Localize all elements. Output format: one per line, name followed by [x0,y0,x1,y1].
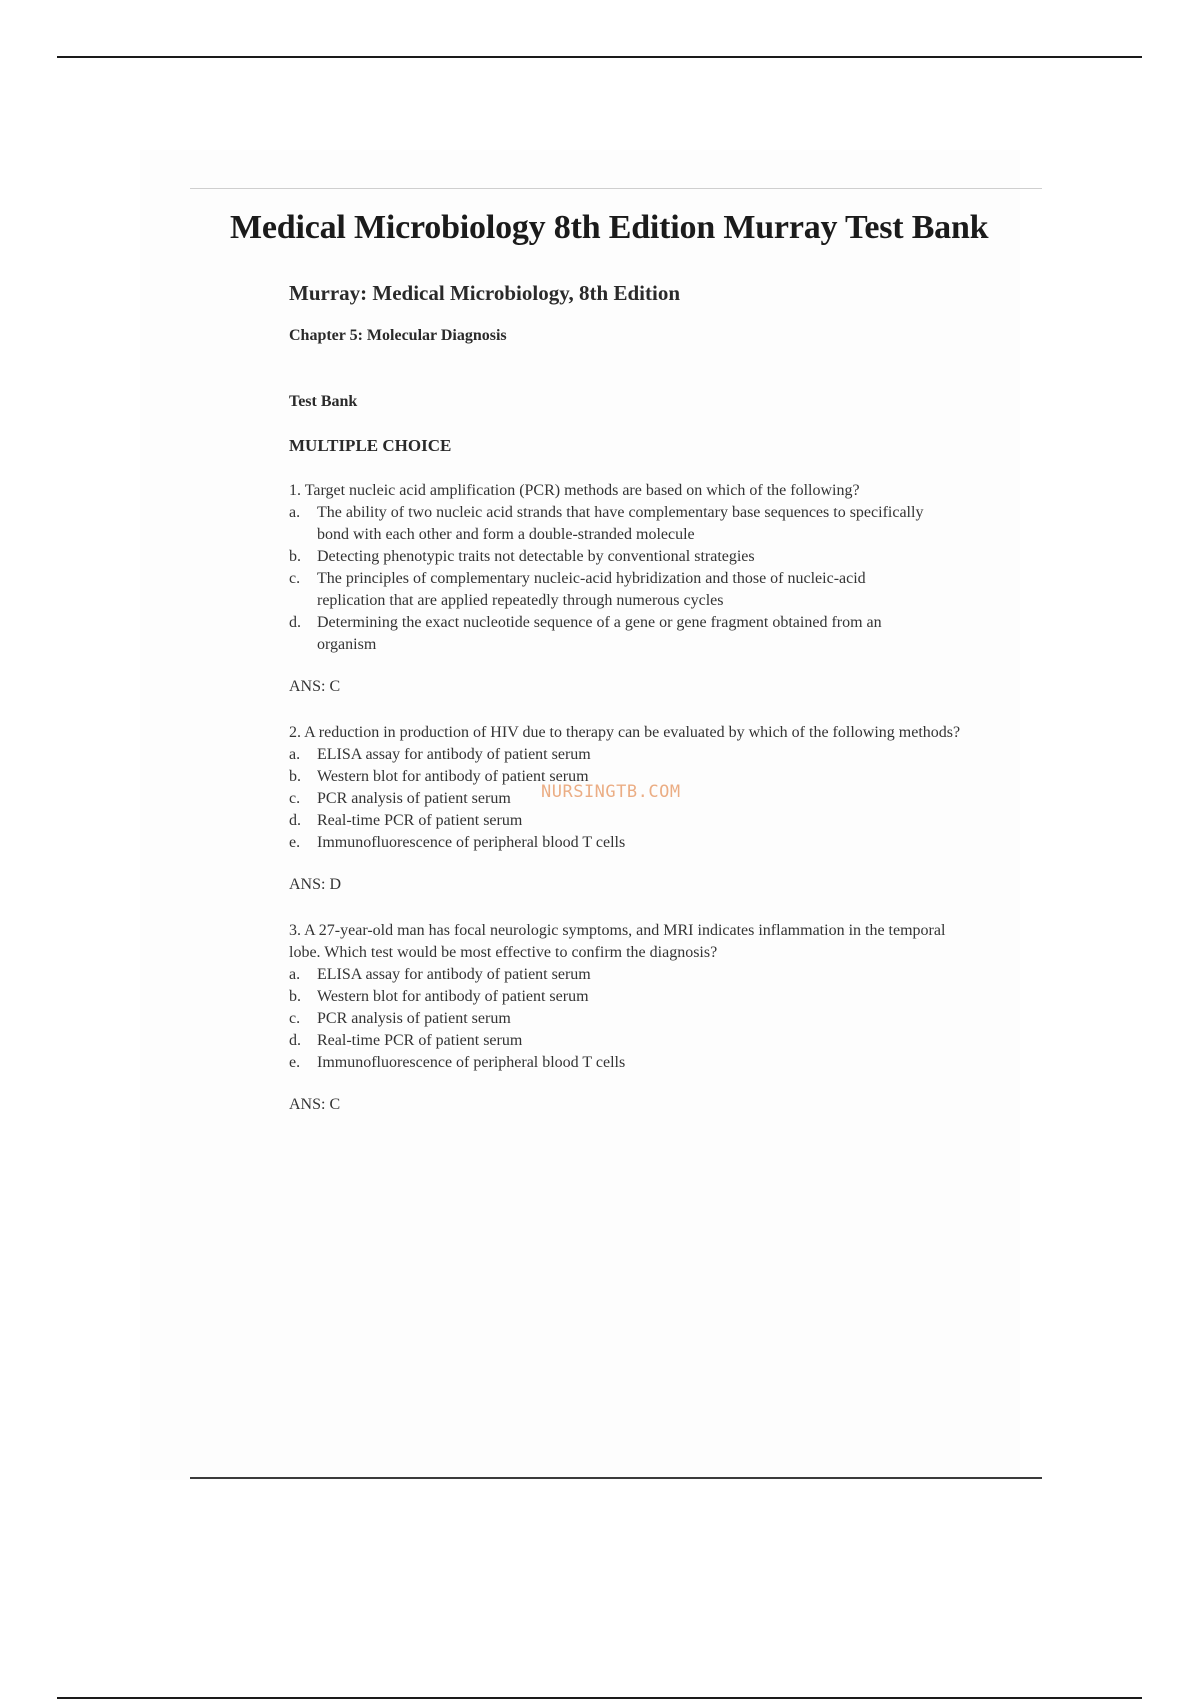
answer-key: ANS: C [289,1096,341,1113]
bottom-page-rule [57,1697,1142,1699]
answer-option [289,810,969,832]
answer-option [289,788,969,810]
option-text: PCR analysis of patient serum [317,790,511,807]
option-text: Real-time PCR of patient serum [317,812,523,829]
document-body [289,280,989,1116]
option-list [289,964,969,1074]
footer-divider [190,1477,1042,1479]
option-letter: e. [289,834,301,851]
option-letter: c. [289,570,301,587]
answer-option [289,1008,969,1030]
option-text: The principles of complementary nucleic-acid hybridization and those of nucleic-acid replication that are applied repeatedly through numerous cycles [317,570,866,609]
answer-option [289,832,969,854]
question-type-heading: MULTIPLE CHOICE [289,436,452,455]
option-text: Immunofluorescence of peripheral blood T cells [317,1054,626,1071]
question-stem: 2. A reduction in production of HIV due to therapy can be evaluated by which of the following methods? [289,724,961,741]
option-letter: c. [289,1010,301,1027]
chapter-heading: Chapter 5: Molecular Diagnosis [289,327,507,344]
answer-option [289,612,969,656]
option-letter: c. [289,790,301,807]
book-subtitle: Murray: Medical Microbiology, 8th Edition [289,281,681,305]
document-title: Medical Microbiology 8th Edition Murray Test Bank [230,209,989,246]
answer-option [289,546,969,568]
option-text: PCR analysis of patient serum [317,1010,511,1027]
question-stem: 1. Target nucleic acid amplification (PCR) methods are based on which of the following? [289,482,860,499]
answer-option [289,502,969,546]
answer-key: ANS: C [289,678,341,695]
answer-option [289,964,969,986]
option-list [289,744,969,854]
option-letter: b. [289,988,301,1005]
option-text: Real-time PCR of patient serum [317,1032,523,1049]
option-letter: a. [289,966,301,983]
option-text: ELISA assay for antibody of patient serum [317,746,591,763]
question-block [289,920,969,1116]
option-text: Western blot for antibody of patient serum [317,768,589,785]
site-watermark: NURSINGTB.COM [541,782,681,802]
option-letter: b. [289,548,301,565]
answer-option [289,1030,969,1052]
option-letter: e. [289,1054,301,1071]
option-letter: d. [289,614,301,631]
option-letter: a. [289,504,301,521]
top-page-rule [57,56,1142,58]
option-text: The ability of two nucleic acid strands that have complementary base sequences to specifically bond with each other and form a double-stranded molecule [317,504,924,543]
option-text: Detecting phenotypic traits not detectable by conventional strategies [317,548,755,565]
section-heading: Test Bank [289,393,358,410]
header-divider [190,188,1042,189]
question-stem: 3. A 27-year-old man has focal neurologic symptoms, and MRI indicates inflammation in the temporal lobe. Which test would be most effective to confirm the diagnosis? [289,922,946,961]
option-text: Western blot for antibody of patient serum [317,988,589,1005]
answer-option [289,744,969,766]
option-letter: d. [289,1032,301,1049]
answer-key: ANS: D [289,876,342,893]
option-list [289,502,969,656]
question-block [289,722,969,896]
option-text: Immunofluorescence of peripheral blood T cells [317,834,626,851]
answer-option [289,1052,969,1074]
answer-option [289,986,969,1008]
answer-option [289,568,969,612]
option-text: Determining the exact nucleotide sequence of a gene or gene fragment obtained from an organism [317,614,882,653]
answer-option [289,766,969,788]
option-letter: b. [289,768,301,785]
option-letter: d. [289,812,301,829]
option-letter: a. [289,746,301,763]
option-text: ELISA assay for antibody of patient serum [317,966,591,983]
question-block [289,480,969,698]
